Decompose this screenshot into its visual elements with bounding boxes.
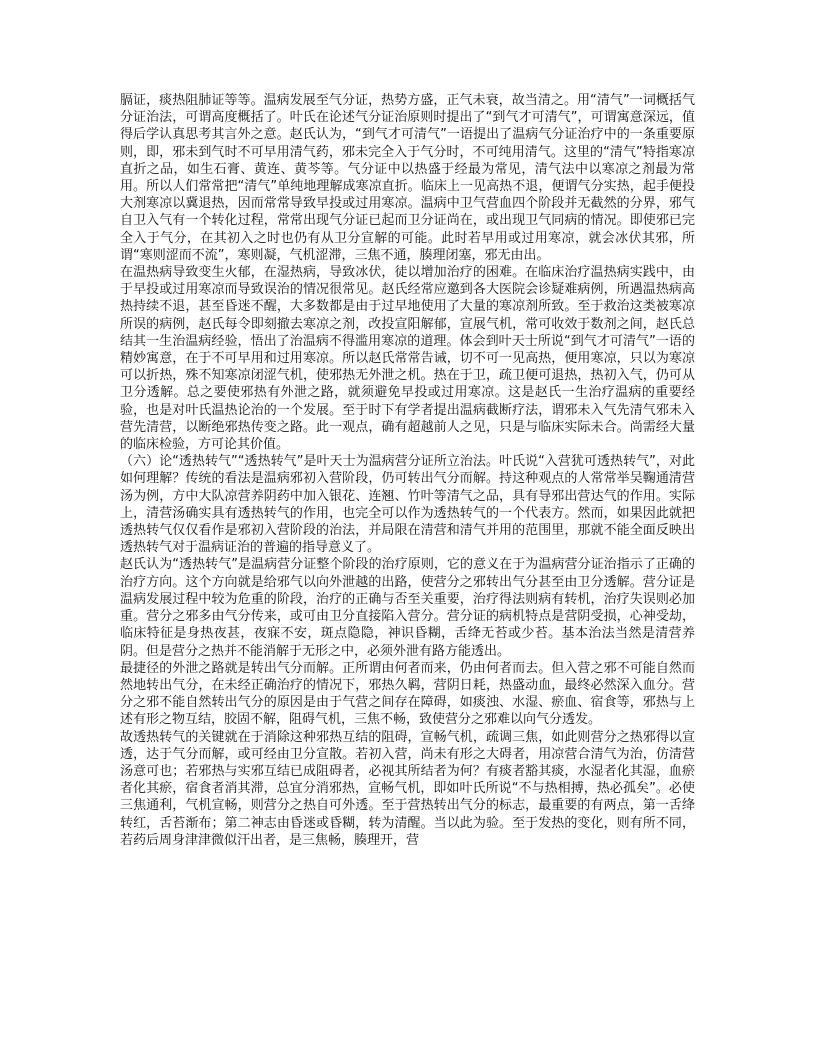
- paragraph-ying-stage-principle: 赵氏认为“透热转气”是温病营分证整个阶段的治疗原则，它的意义在于为温病营分证治指示了正确的治疗方向。这个方向就是给邪气以向外泄越的出路，使营分之邪转出气分甚至由卫分透解。营分证是温病发展过程中较为危重的阶段，治疗的正确与否至关重要，治疗得法则病有转机，治疗失误则必加重。营分之邪多由气分传来，或可由卫分直接陷入营分。营分证的病机特点是营阴受损，心神受劫，临床特征是身热夜甚，夜寐不安，斑点隐隐，神识昏糊，舌绛无苔或少苔。基本治法当然是清营养阴。但是营分之热并不能消解于无形之中，必须外泄有路方能透出。: [120, 557, 695, 659]
- paragraph-section-6-heading: （六）论“透热转气”“透热转气”是叶天士为温病营分证所立治法。叶氏说“入营犹可透热转气”，对此如何理解？传统的看法是温病邪初入营阶段，仍可转出气分而解。持这种观点的人常常举吴鞠通清营汤为例，方中大队凉营养阴药中加入银花、连翘、竹叶等清气之品，具有导邪出营达气的作用。实际上，清营汤确实具有透热转气的作用，也完全可以作为透热转气的一个代表方。然而，如果因此就把透热转气仅仅看作是邪初入营阶段的治法，并局限在清营和清气并用的范围里，那就不能全面反映出透热转气对于温病证治的普遍的指导意义了。: [120, 454, 695, 556]
- paragraph-outlet-path: 最捷径的外泄之路就是转出气分而解。正所谓由何者而来，仍由何者而去。但入营之邪不可能自然而然地转出气分，在未经正确治疗的情况下，邪热久羁，营阴日耗，热盛动血，最终必然深入血分。营分之邪不能自然转出气分的原因是由于气营之间存在障碍，如痰浊、水湿、瘀血、宿食等，邪热与上述有形之物互结，胶固不解，阻碍气机，三焦不畅，致使营分之邪难以向气分透发。: [120, 660, 695, 728]
- paragraph-cold-misuse: 在温热病导致变生火郁，在湿热病，导致冰伏，徒以增加治疗的困难。在临床治疗温热病实践中，由于早投或过用寒凉而导致误治的情况很常见。赵氏经常应邀到各大医院会诊疑难病例，所遇温热病高热持续不退，甚至昏迷不醒，大多数都是由于过早地使用了大量的寒凉剂所致。至于救治这类被寒凉所误的病例，赵氏每令即刻撤去寒凉之剂，改投宣阳解郁，宣展气机，常可收效于数剂之间，赵氏总结其一生治温病经验，悟出了治温病不得滥用寒凉的道理。体会到叶天士所说“到气才可清气”一语的精妙寓意，在于不可早用和过用寒凉。所以赵氏常常告诫，切不可一见高热，便用寒凉，只以为寒凉可以折热，殊不知寒凉闭涩气机，使邪热无外泄之机。热在于卫，疏卫便可退热，热初入气，仍可从卫分透解。总之要使邪热有外泄之路，就须避免早投或过用寒凉。这是赵氏一生治疗温病的重要经验，也是对叶氏温热论治的一个发展。至于时下有学者提出温病截断疗法，谓邪未入气先清气邪未入营先清营，以断绝邪热传变之路。此一观点，确有超越前人之见，只是与临床实际未合。尚需经大量的临床检验，方可论其价值。: [120, 265, 695, 453]
- paragraph-qi-stage-clearing: 膈证，痰热阻肺证等等。温病发展至气分证，热势方盛，正气未衰，故当清之。用“清气”一词概括气分证治法，可谓高度概括了。叶氏在论述气分证治原则时提出了“到气才可清气”，可谓寓意深远，值得后学认真思考其言外之意。赵氏认为，“到气才可清气”一语提出了温病气分证治疗中的一条重要原则，即，邪未到气时不可早用清气药，邪未完全入于气分时，不可纯用清气。这里的“清气”特指寒凉直折之品，如生石膏、黄连、黄芩等。气分证中以热盛于经最为常见，清气法中以寒凉之剂最为常用。所以人们常常把“清气”单纯地理解成寒凉直折。临床上一见高热不退，便谓气分实热，起手便投大剂寒凉以冀退热，因而常常导致早投或过用寒凉。温病中卫气营血四个阶段并无截然的分界，邪气自卫入气有一个转化过程，常常出现气分证已起而卫分证尚在，或出现卫气同病的情况。即使邪已完全入于气分，在其初入之时也仍有从卫分宣解的可能。此时若早用或过用寒凉，就会冰伏其邪，所谓“寒则涩而不流”，寒则凝，气机涩滞，三焦不通，腠理闭塞，邪无由出。: [120, 93, 695, 263]
- document-page: [120, 92, 695, 849]
- paragraph-key-to-transformation: 故透热转气的关键就在于消除这种邪热互结的阻碍，宣畅气机，疏调三焦，如此则营分之热邪得以宣透，达于气分而解，或可经由卫分宣散。若初入营，尚未有形之大碍者，用凉营合清气为治，仿清营汤意可也；若邪热与实邪互结已成阻碍者，必视其所结者为何？有痰者豁其痰，水湿者化其湿，血瘀者化其瘀，宿食者消其滞，总宜分消邪热，宣畅气机，即如叶氏所说“不与热相搏，热必孤矣”。必使三焦通利，气机宣畅，则营分之热自可外透。至于营热转出气分的标志，最重要的有两点，第一舌绛转红，舌苔渐布；第二神志由昏迷或昏糊，转为清醒。当以此为验。至于发热的变化，则有所不同，若药后周身津津微似汗出者，是三焦畅，腠理开，营: [120, 729, 695, 848]
